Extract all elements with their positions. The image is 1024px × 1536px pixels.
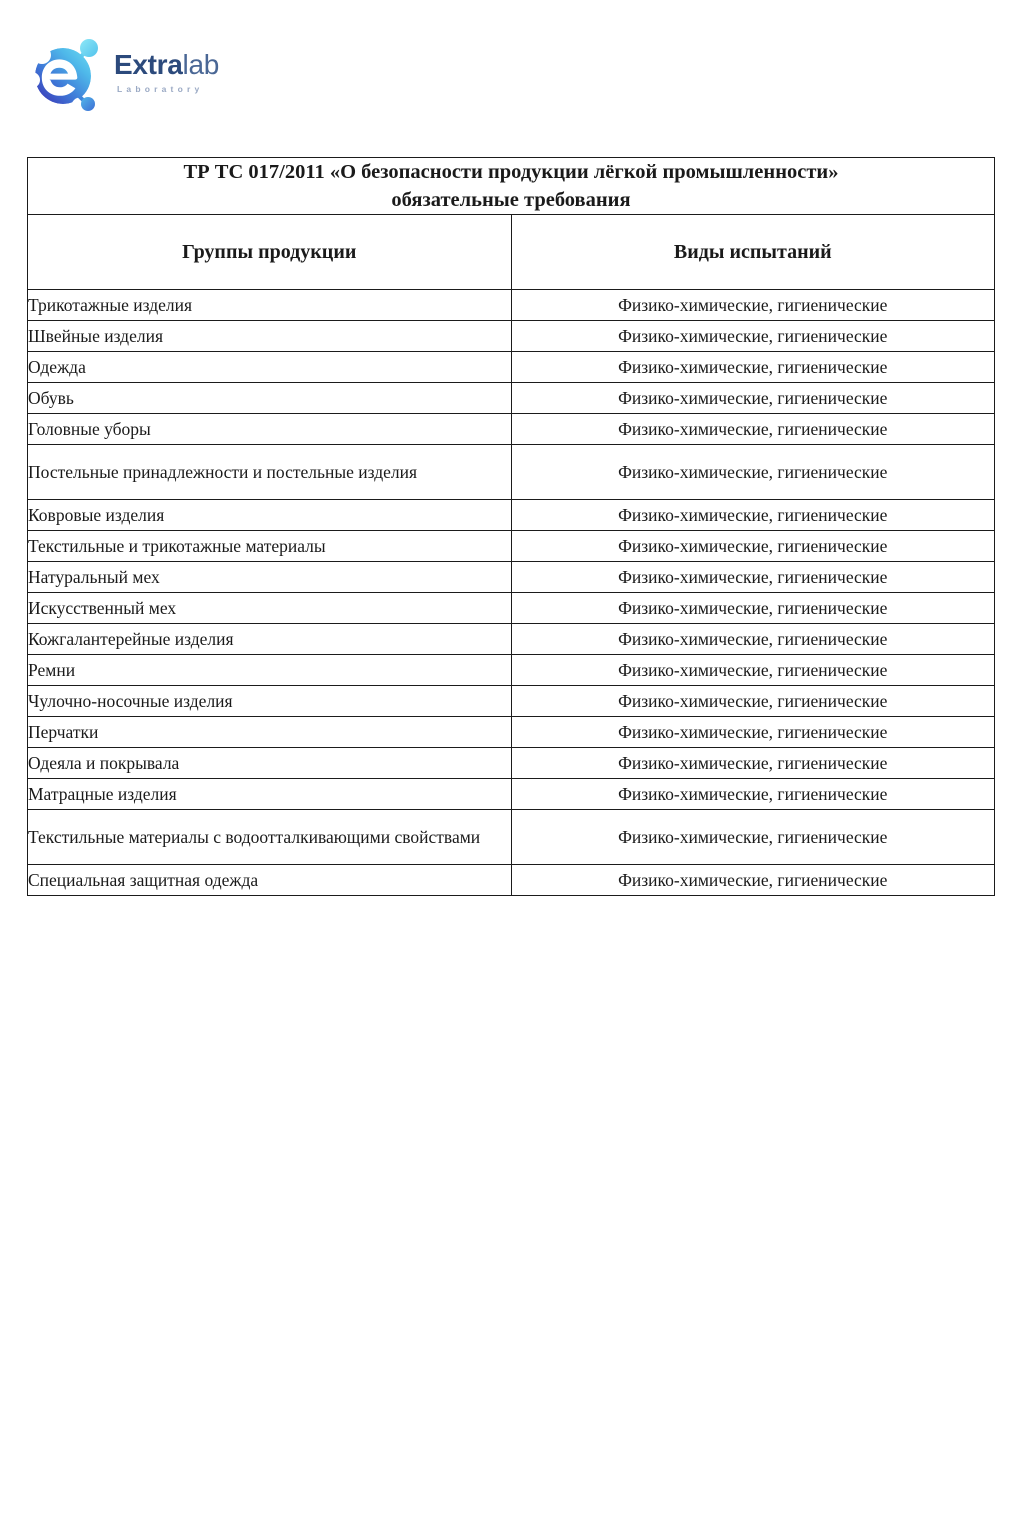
table-data-rows [28,290,995,896]
wordmark-primary: Extra [114,49,183,80]
requirements-table [27,157,995,896]
cell-product-group: Перчатки [28,717,512,748]
table-body [28,158,995,290]
table-row [28,321,995,352]
cell-product-group: Специальная защитная одежда [28,865,512,896]
cell-test-types: Физико-химические, гигиенические [511,321,995,352]
table-row [28,810,995,865]
document-title-cell [28,158,995,215]
cell-test-types: Физико-химические, гигиенические [511,779,995,810]
table-row [28,562,995,593]
table-row [28,290,995,321]
cell-test-types: Физико-химические, гигиенические [511,655,995,686]
cell-product-group: Ремни [28,655,512,686]
cell-product-group: Постельные принадлежности и постельные изделия [28,445,512,500]
cell-test-types: Физико-химические, гигиенические [511,352,995,383]
cell-test-types: Физико-химические, гигиенические [511,383,995,414]
cell-product-group: Матрацные изделия [28,779,512,810]
cell-test-types: Физико-химические, гигиенические [511,717,995,748]
table-row [28,717,995,748]
table-row [28,500,995,531]
table-title-row [28,158,995,215]
column-header-tests: Виды испытаний [511,215,995,290]
table-row [28,748,995,779]
cell-product-group: Искусственный мех [28,593,512,624]
cell-test-types: Физико-химические, гигиенические [511,414,995,445]
table-row [28,531,995,562]
table-row [28,383,995,414]
cell-product-group: Чулочно-носочные изделия [28,686,512,717]
cell-test-types: Физико-химические, гигиенические [511,562,995,593]
extralab-sphere-e-icon [30,36,102,112]
cell-product-group: Кожгалантерейные изделия [28,624,512,655]
cell-test-types: Физико-химические, гигиенические [511,624,995,655]
table-row [28,779,995,810]
cell-product-group: Ковровые изделия [28,500,512,531]
brand-header [30,34,330,114]
cell-product-group: Обувь [28,383,512,414]
table-header-row [28,215,995,290]
table-row [28,445,995,500]
document-title-line-1: ТР ТС 017/2011 «О безопасности продукции лёгкой промышленности» [183,161,839,183]
column-header-groups: Группы продукции [28,215,512,290]
cell-product-group: Головные уборы [28,414,512,445]
brand-tagline: Laboratory [117,84,204,94]
cell-product-group: Натуральный мех [28,562,512,593]
table-row [28,865,995,896]
cell-product-group: Текстильные и трикотажные материалы [28,531,512,562]
cell-test-types: Физико-химические, гигиенические [511,500,995,531]
wordmark-secondary: lab [182,49,220,80]
cell-test-types: Физико-химические, гигиенические [511,865,995,896]
cell-product-group: Текстильные материалы с водоотталкивающими свойствами [28,810,512,865]
cell-test-types: Физико-химические, гигиенические [511,810,995,865]
document-title-line-2: обязательные требования [391,189,631,211]
table-row [28,414,995,445]
table-row [28,686,995,717]
cell-test-types: Физико-химические, гигиенические [511,593,995,624]
table-row [28,352,995,383]
table-row [28,624,995,655]
table-row [28,593,995,624]
brand-wordmark [114,50,314,94]
cell-test-types: Физико-химические, гигиенические [511,748,995,779]
cell-test-types: Физико-химические, гигиенические [511,531,995,562]
cell-test-types: Физико-химические, гигиенические [511,686,995,717]
cell-product-group: Трикотажные изделия [28,290,512,321]
cell-product-group: Одеяла и покрывала [28,748,512,779]
cell-test-types: Физико-химические, гигиенические [511,445,995,500]
cell-product-group: Одежда [28,352,512,383]
cell-product-group: Швейные изделия [28,321,512,352]
cell-test-types: Физико-химические, гигиенические [511,290,995,321]
table-row [28,655,995,686]
